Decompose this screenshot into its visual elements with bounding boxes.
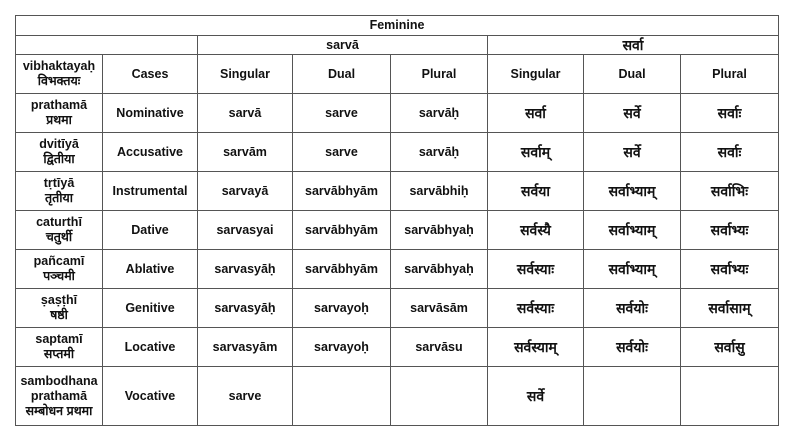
vibhakti-translit: dvitīyā — [39, 137, 79, 151]
form-devanagari: सर्वासु — [681, 328, 779, 367]
case-name: Vocative — [103, 367, 198, 426]
form-devanagari: सर्वाभ्यः — [681, 211, 779, 250]
form-translit: sarve — [293, 133, 391, 172]
form-devanagari: सर्वाः — [681, 133, 779, 172]
vibhakti-devanagari: सप्तमी — [43, 347, 75, 361]
form-devanagari: सर्वाभ्याम् — [584, 172, 681, 211]
form-devanagari: सर्वस्यै — [488, 211, 584, 250]
form-translit: sarvā — [198, 94, 293, 133]
vibhakti-translit: sambodhana — [20, 373, 98, 388]
form-devanagari: सर्वा — [488, 94, 584, 133]
form-translit: sarvayā — [198, 172, 293, 211]
form-devanagari: सर्वयोः — [584, 328, 681, 367]
vibhakti-devanagari: विभक्तयः — [37, 74, 81, 88]
vibhakti-name — [16, 289, 103, 328]
vibhakti-devanagari: चतुर्थी — [45, 230, 73, 244]
blank-cell — [16, 36, 198, 55]
form-translit: sarvābhyaḥ — [391, 250, 488, 289]
header-row — [16, 55, 779, 94]
table-row — [16, 328, 779, 367]
table-row — [16, 94, 779, 133]
table-title: Feminine — [16, 16, 779, 36]
form-devanagari: सर्वे — [584, 133, 681, 172]
form-translit: sarvāḥ — [391, 94, 488, 133]
form-translit: sarvayoḥ — [293, 289, 391, 328]
form-translit: sarvāḥ — [391, 133, 488, 172]
table-row — [16, 133, 779, 172]
title-row — [16, 16, 779, 36]
group-translit: sarvā — [198, 36, 488, 55]
vibhakti-devanagari: तृतीया — [45, 191, 73, 205]
form-translit: sarvābhyaḥ — [391, 211, 488, 250]
case-name: Nominative — [103, 94, 198, 133]
form-devanagari — [681, 367, 779, 426]
vibhakti-devanagari: सम्बोधन प्रथमा — [25, 403, 93, 418]
form-devanagari: सर्वस्याम् — [488, 328, 584, 367]
vibhakti-header — [16, 55, 103, 94]
vibhakti-devanagari: षष्ठी — [50, 308, 68, 322]
form-devanagari: सर्वाभ्यः — [681, 250, 779, 289]
form-translit — [391, 367, 488, 426]
case-name: Dative — [103, 211, 198, 250]
group-devanagari: सर्वा — [488, 36, 779, 55]
form-translit: sarvasyāḥ — [198, 289, 293, 328]
number-header: Dual — [293, 55, 391, 94]
form-translit: sarvābhyām — [293, 172, 391, 211]
vibhakti-translit: saptamī — [35, 332, 83, 346]
form-translit: sarvasyāḥ — [198, 250, 293, 289]
case-name: Ablative — [103, 250, 198, 289]
form-devanagari: सर्वाभिः — [681, 172, 779, 211]
table-row — [16, 211, 779, 250]
vibhakti-translit: pañcamī — [33, 254, 85, 268]
table-row — [16, 172, 779, 211]
form-translit: sarvasyām — [198, 328, 293, 367]
table-row — [16, 250, 779, 289]
vibhakti-devanagari: पञ्चमी — [43, 269, 75, 283]
case-name: Instrumental — [103, 172, 198, 211]
form-devanagari — [584, 367, 681, 426]
group-row — [16, 36, 779, 55]
vibhakti-translit: prathamā — [30, 98, 88, 112]
form-translit: sarve — [198, 367, 293, 426]
table-row — [16, 289, 779, 328]
form-devanagari: सर्वे — [584, 94, 681, 133]
vibhakti-translit: prathamā — [30, 388, 88, 403]
number-header: Dual — [584, 55, 681, 94]
case-name: Genitive — [103, 289, 198, 328]
form-translit: sarvayoḥ — [293, 328, 391, 367]
form-devanagari: सर्वासाम् — [681, 289, 779, 328]
number-header: Plural — [391, 55, 488, 94]
cases-header: Cases — [103, 55, 198, 94]
vibhakti-translit: ṣaṣṭhī — [40, 293, 78, 307]
form-devanagari: सर्वस्याः — [488, 289, 584, 328]
form-devanagari: सर्वाम् — [488, 133, 584, 172]
vibhakti-translit: tṛtīyā — [43, 176, 75, 190]
form-translit: sarvābhyām — [293, 250, 391, 289]
table-row — [16, 367, 779, 426]
vibhakti-translit: vibhaktayaḥ — [22, 59, 96, 73]
number-header: Singular — [198, 55, 293, 94]
vibhakti-devanagari: द्वितीया — [43, 152, 75, 166]
vibhakti-translit: caturthī — [36, 215, 82, 229]
form-devanagari: सर्वाभ्याम् — [584, 211, 681, 250]
vibhakti-name — [16, 94, 103, 133]
form-translit: sarvasyai — [198, 211, 293, 250]
form-devanagari: सर्वाः — [681, 94, 779, 133]
form-devanagari: सर्वाभ्याम् — [584, 250, 681, 289]
form-devanagari: सर्वया — [488, 172, 584, 211]
form-translit: sarvābhyām — [293, 211, 391, 250]
case-name: Locative — [103, 328, 198, 367]
declension-table — [15, 15, 779, 426]
vibhakti-devanagari: प्रथमा — [46, 113, 72, 127]
form-translit: sarvām — [198, 133, 293, 172]
vibhakti-name — [16, 172, 103, 211]
vibhakti-name — [16, 211, 103, 250]
number-header: Plural — [681, 55, 779, 94]
form-devanagari: सर्वे — [488, 367, 584, 426]
number-header: Singular — [488, 55, 584, 94]
form-translit: sarvāsām — [391, 289, 488, 328]
form-devanagari: सर्वयोः — [584, 289, 681, 328]
form-translit: sarvābhiḥ — [391, 172, 488, 211]
vibhakti-name — [16, 250, 103, 289]
vibhakti-name — [16, 133, 103, 172]
form-translit: sarve — [293, 94, 391, 133]
vibhakti-name — [16, 328, 103, 367]
form-translit: sarvāsu — [391, 328, 488, 367]
form-translit — [293, 367, 391, 426]
case-name: Accusative — [103, 133, 198, 172]
form-devanagari: सर्वस्याः — [488, 250, 584, 289]
vibhakti-name — [16, 367, 103, 426]
